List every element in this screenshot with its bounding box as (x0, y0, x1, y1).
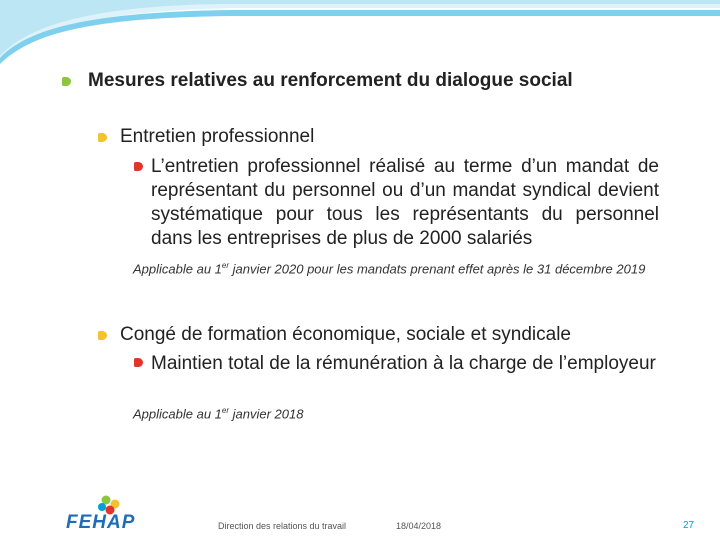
slide-title: Mesures relatives au renforcement du dialogue social (88, 70, 573, 91)
section1-sub-bullet (134, 162, 143, 171)
section2-heading: Congé de formation économique, sociale et syndicale (120, 324, 571, 345)
section2-note (133, 402, 673, 422)
header-wave-band (0, 0, 720, 70)
section1-body: L’entretien professionnel réalisé au terme d’un mandat de représentant du personnel ou d’un mandat syndical devient systématique pour tous les représentants du personnel dans les entreprises de plus de 2000 salariés (151, 156, 659, 249)
section1-note-suffix: janvier 2020 pour les mandats prenant effet après le 31 décembre 2019 (229, 261, 646, 277)
section2-note-prefix: Applicable au 1 (133, 406, 222, 422)
section1-note (133, 257, 673, 277)
footer-date: 18/04/2018 (396, 521, 442, 531)
section2-note-sup: er (221, 406, 230, 415)
section1-bullet (98, 133, 107, 142)
section1-note-prefix: Applicable au 1 (133, 261, 222, 277)
section1-heading: Entretien professionnel (120, 126, 315, 147)
logo-text: FEHAP (66, 512, 136, 533)
section2-body: Maintien total de la rémunération à la charge de l’employeur (151, 353, 656, 374)
section2-note-suffix: janvier 2018 (229, 406, 304, 422)
section2-bullet (98, 331, 107, 340)
page-number: 27 (683, 520, 695, 531)
title-bullet (62, 77, 71, 86)
footer-department: Direction des relations du travail (218, 521, 347, 531)
section2-sub-bullet (134, 358, 143, 367)
section1-note-sup: er (221, 261, 230, 270)
